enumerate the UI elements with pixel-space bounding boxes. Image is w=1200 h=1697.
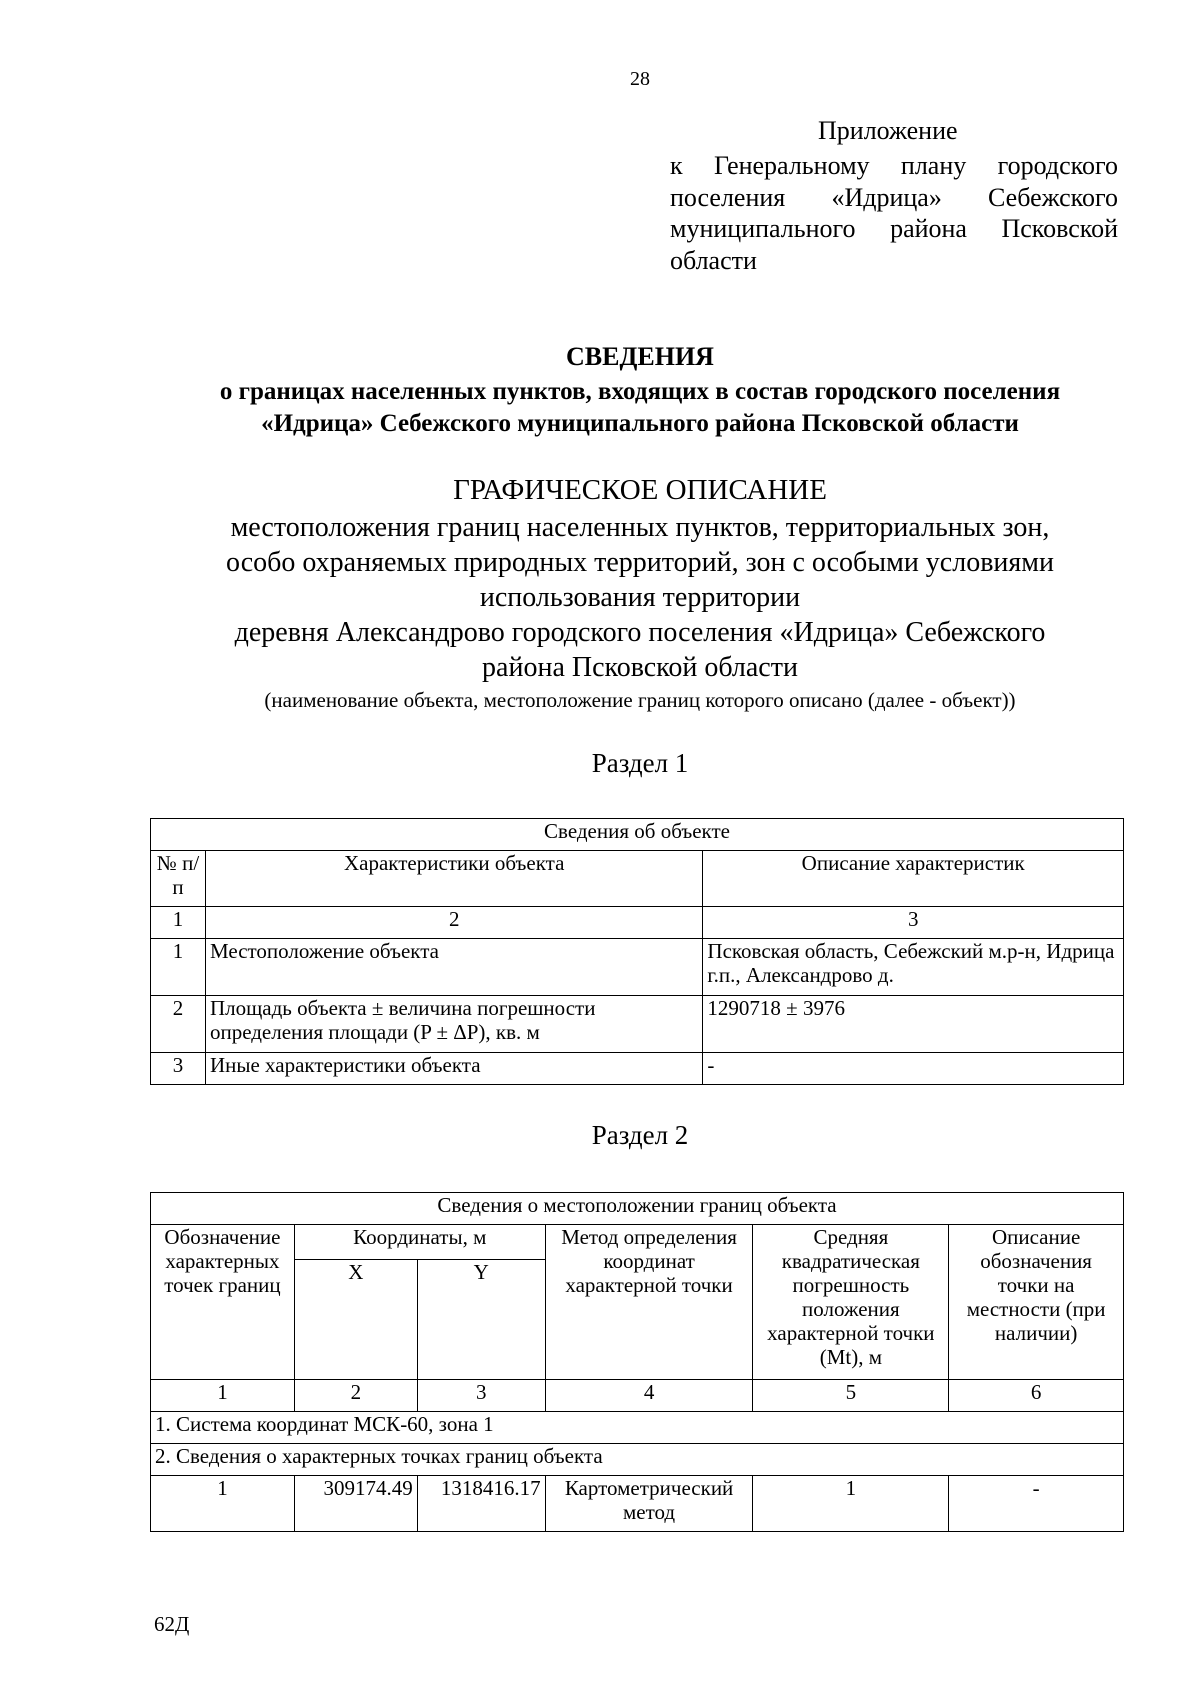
column-number: 5 — [753, 1380, 949, 1412]
table-row — [151, 939, 1124, 996]
method: Картометрический метод — [545, 1476, 753, 1532]
table-row — [151, 1053, 1124, 1085]
row-name: Местоположение объекта — [205, 939, 702, 996]
subtitle-line: о границах населенных пунктов, входящих в состав городского поселения — [219, 378, 1061, 405]
object-info-table — [150, 818, 1124, 1085]
header-y: Y — [417, 1260, 545, 1380]
description-line: деревня Александрово городского поселения «Идрица» Себежского — [234, 617, 1046, 648]
column-number: 3 — [703, 907, 1124, 939]
error-value: 1 — [753, 1476, 949, 1532]
row-name: Площадь объекта ± величина погрешности определения площади (P ± ΔP), кв. м — [205, 996, 702, 1053]
point-label: 1 — [151, 1476, 295, 1532]
table-row — [151, 1476, 1124, 1532]
column-number: 2 — [294, 1380, 417, 1412]
header-point: Обозначение характерных точек границ — [151, 1225, 295, 1380]
table-title: Сведения об объекте — [151, 819, 1124, 851]
header-method: Метод определения координат характерной точки — [545, 1225, 753, 1380]
row-number: 3 — [151, 1053, 206, 1085]
page-number: 28 — [630, 68, 650, 90]
description-line: местоположения границ населенных пунктов, территориальных зон, — [230, 512, 1050, 543]
points-info-row: 2. Сведения о характерных точках границ объекта — [151, 1444, 1124, 1476]
column-number: 4 — [545, 1380, 753, 1412]
appendix-text — [670, 150, 1118, 276]
point-description: - — [949, 1476, 1124, 1532]
footer-code: 62Д — [154, 1612, 190, 1636]
graphic-description-text — [130, 510, 1150, 685]
header-number: № п/п — [151, 851, 206, 907]
appendix-title: Приложение — [818, 116, 958, 145]
section-1-title: Раздел 1 — [591, 748, 689, 778]
header-x: X — [294, 1260, 417, 1380]
row-value: 1290718 ± 3976 — [703, 996, 1124, 1053]
header-point-description: Описание обозначения точки на местности (при наличии) — [949, 1225, 1124, 1380]
appendix-line: поселения «Идрица» Себежского — [670, 182, 1118, 212]
description-line: особо охраняемых природных территорий, зон с особыми условиями — [226, 547, 1054, 578]
column-number: 2 — [205, 907, 702, 939]
object-note: (наименование объекта, местоположение границ которого описано (далее - объект)) — [264, 688, 1016, 712]
coordinate-y: 1318416.17 — [417, 1476, 545, 1532]
description-line: использования территории — [479, 582, 801, 613]
appendix-line: области — [670, 245, 757, 275]
coordinate-x: 309174.49 — [294, 1476, 417, 1532]
table-title: Сведения о местоположении границ объекта — [151, 1193, 1124, 1225]
row-value: - — [703, 1053, 1124, 1085]
header-coordinates: Координаты, м — [294, 1225, 545, 1260]
section-2-title: Раздел 2 — [591, 1120, 689, 1150]
column-number: 1 — [151, 907, 206, 939]
description-line: района Псковской области — [482, 652, 798, 683]
column-number: 1 — [151, 1380, 295, 1412]
boundary-points-table — [150, 1192, 1124, 1532]
row-value: Псковская область, Себежский м.р-н, Идрица г.п., Александрово д. — [703, 939, 1124, 996]
appendix-line: к Генеральному плану городского — [670, 151, 1118, 180]
header-characteristics: Характеристики объекта — [205, 851, 702, 907]
appendix-line: муниципального района Псковской — [670, 214, 1118, 243]
row-number: 1 — [151, 939, 206, 996]
row-number: 2 — [151, 996, 206, 1053]
coordinate-system-row: 1. Система координат МСК-60, зона 1 — [151, 1412, 1124, 1444]
row-name: Иные характеристики объекта — [205, 1053, 702, 1085]
subtitle-line: «Идрица» Себежского муниципального района Псковской области — [261, 410, 1019, 437]
header-error: Средняя квадратическая погрешность положения характерной точки (Mt), м — [753, 1225, 949, 1380]
document-title: СВЕДЕНИЯ — [566, 342, 714, 371]
document-subtitle — [130, 376, 1150, 440]
header-description: Описание характеристик — [703, 851, 1124, 907]
column-number: 6 — [949, 1380, 1124, 1412]
graphic-description-title: ГРАФИЧЕСКОЕ ОПИСАНИЕ — [453, 474, 827, 506]
column-number: 3 — [417, 1380, 545, 1412]
table-row — [151, 996, 1124, 1053]
